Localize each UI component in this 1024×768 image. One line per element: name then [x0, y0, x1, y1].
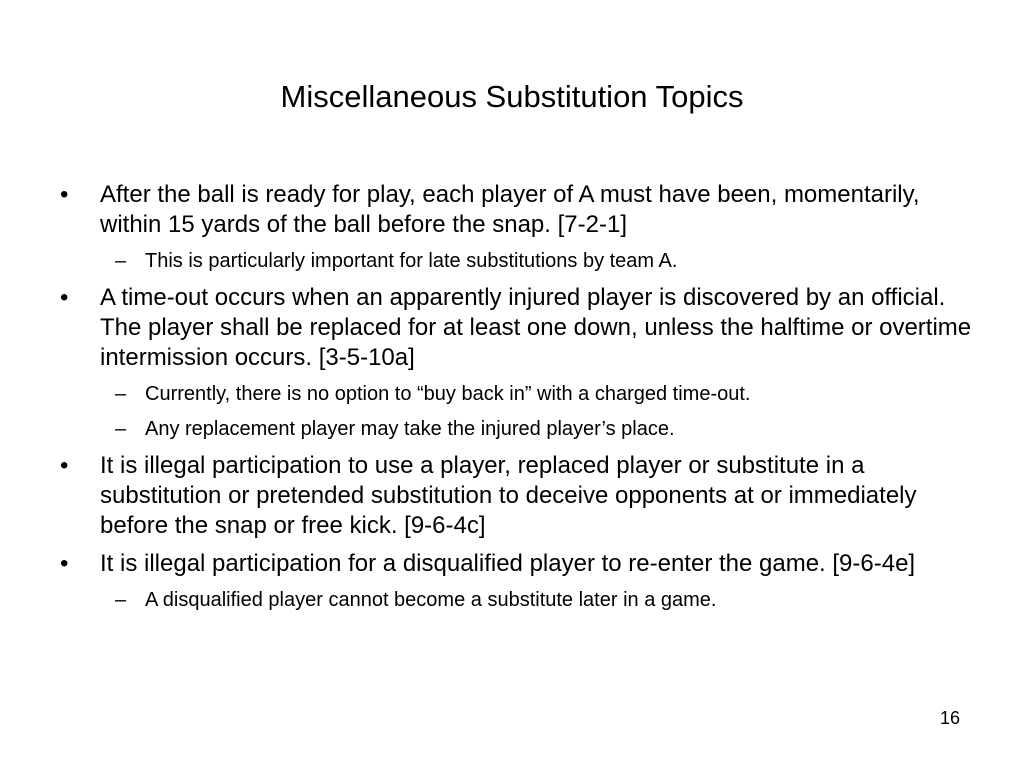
bullet-icon: •: [60, 181, 69, 208]
slide-body: [60, 180, 980, 622]
bullet-text: It is illegal participation to use a player, replaced player or substitute in a substitution or pretended substitution to deceive opponents at or immediately before the snap or free kick. [9-6-4c]: [100, 452, 917, 539]
sub-bullet-item-1-1: [60, 248, 980, 274]
bullet-icon: •: [60, 284, 69, 311]
dash-icon: –: [115, 383, 127, 405]
sub-bullet-item-2-2: [60, 416, 980, 442]
page-number: 16: [939, 708, 960, 728]
sub-bullet-text: A disqualified player cannot become a substitute later in a game.: [145, 589, 717, 611]
dash-icon: –: [115, 589, 127, 611]
bullet-item-3: [60, 451, 980, 541]
dash-icon: –: [115, 418, 127, 440]
bullet-item-1: [60, 180, 980, 240]
bullet-item-4: [60, 549, 980, 579]
sub-bullet-text: This is particularly important for late substitutions by team A.: [145, 250, 678, 272]
bullet-text: A time-out occurs when an apparently injured player is discovered by an official. The player shall be replaced for at least one down, unless the halftime or overtime intermission occurs. [3-5-10a]: [100, 284, 972, 371]
bullet-text: It is illegal participation for a disqualified player to re-enter the game. [9-6-4e]: [100, 550, 916, 577]
dash-icon: –: [115, 250, 127, 272]
bullet-icon: •: [60, 452, 69, 479]
bullet-icon: •: [60, 550, 69, 577]
sub-bullet-text: Currently, there is no option to “buy back in” with a charged time-out.: [145, 383, 751, 405]
slide-title: Miscellaneous Substitution Topics: [280, 79, 744, 114]
bullet-item-2: [60, 283, 980, 373]
sub-bullet-text: Any replacement player may take the injured player’s place.: [145, 418, 675, 440]
bullet-text: After the ball is ready for play, each player of A must have been, momentarily, within 15 yards of the ball before the snap. [7-2-1]: [100, 181, 920, 238]
sub-bullet-item-4-1: [60, 587, 980, 613]
sub-bullet-item-2-1: [60, 381, 980, 407]
